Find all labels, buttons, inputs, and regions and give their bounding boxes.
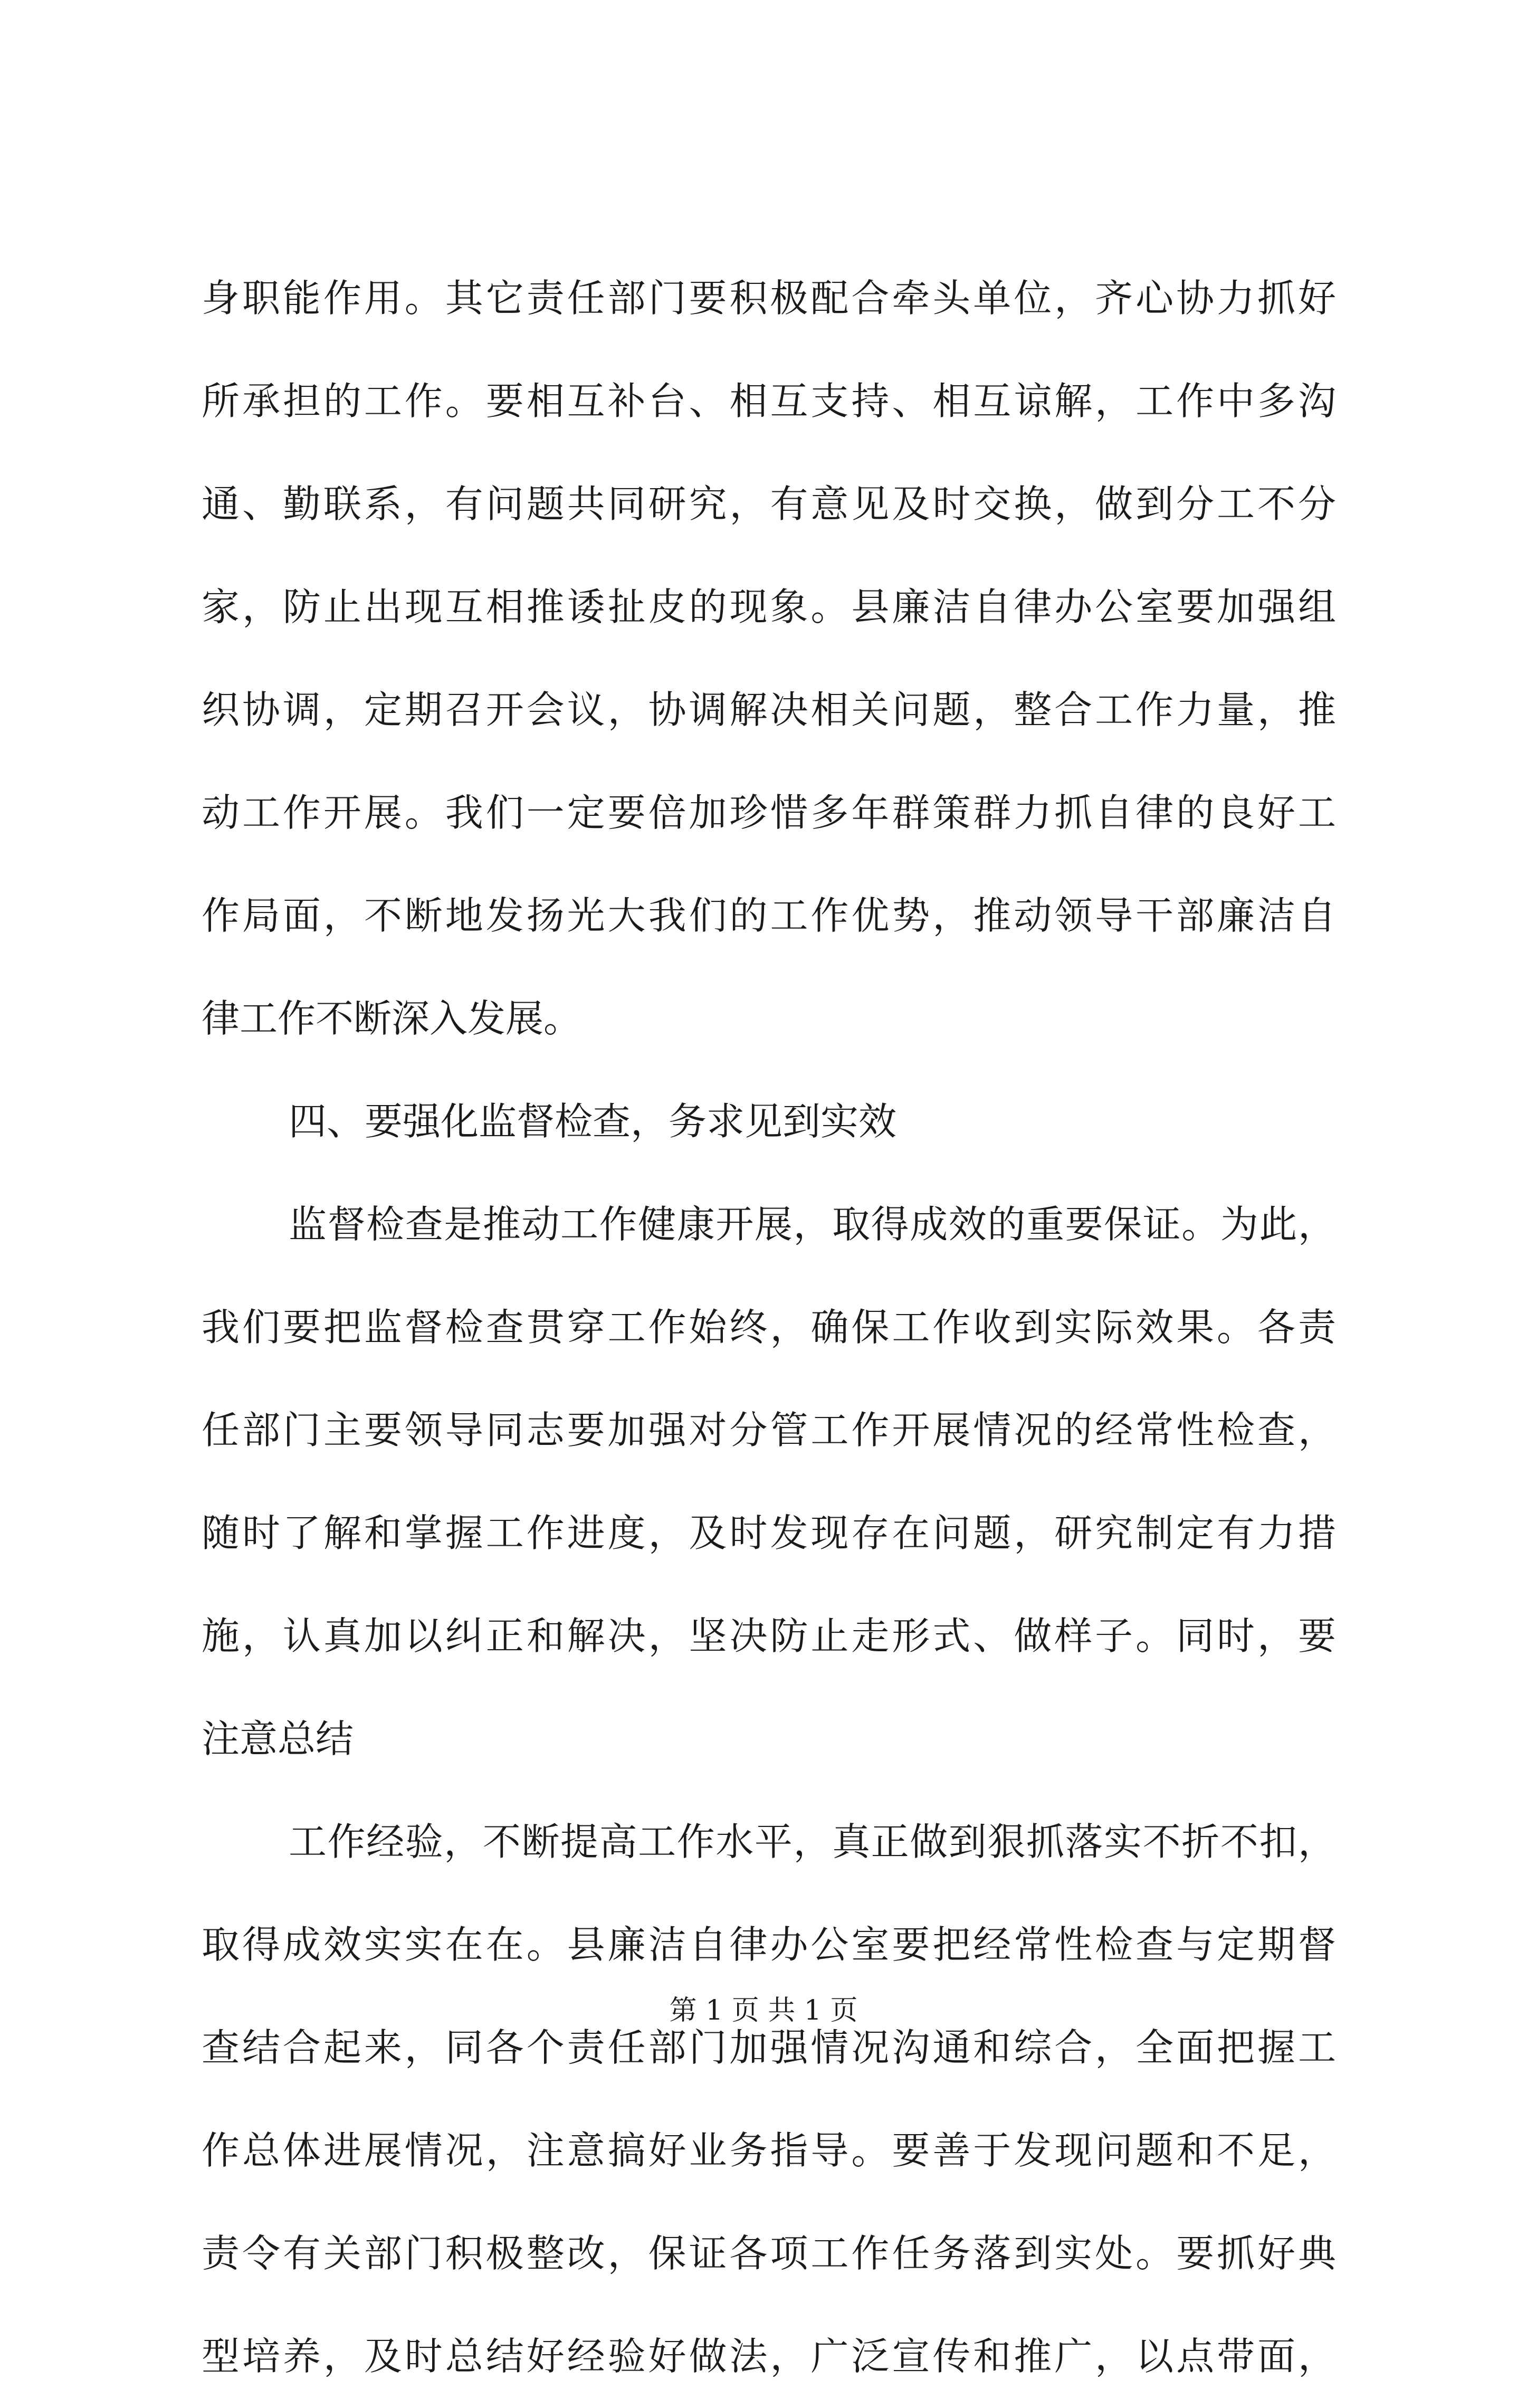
text-line: 织协调，定期召开会议，协调解决相关问题，整合工作力量，推 [202, 688, 1336, 732]
section-heading: 四、要强化监督检查，务求见到实效 [289, 1099, 897, 1144]
text-line: 工作经验，不断提高工作水平，真正做到狠抓落实不折不扣， [289, 1820, 1336, 1864]
text-line: 动工作开展。我们一定要倍加珍惜多年群策群力抓自律的良好工 [202, 791, 1336, 835]
text-line: 责令有关部门积极整改，保证各项工作任务落到实处。要抓好典 [202, 2231, 1336, 2276]
text-line: 所承担的工作。要相互补台、相互支持、相互谅解，工作中多沟 [202, 379, 1336, 423]
text-line: 注意总结 [202, 1717, 354, 1761]
page-number-label: 第 1 页 共 1 页 [669, 1995, 858, 2026]
text-line: 查结合起来，同各个责任部门加强情况沟通和综合，全面把握工 [202, 2025, 1336, 2070]
text-line: 任部门主要领导同志要加强对分管工作开展情况的经常性检查， [202, 1408, 1336, 1452]
text-line: 随时了解和掌握工作进度，及时发现存在问题，研究制定有力措 [202, 1511, 1336, 1555]
text-line: 作局面，不断地发扬光大我们的工作优势，推动领导干部廉洁自 [202, 893, 1336, 938]
text-line: 施，认真加以纠正和解决，坚决防止走形式、做样子。同时，要 [202, 1614, 1336, 1658]
text-line: 作总体进展情况，注意搞好业务指导。要善于发现问题和不足， [202, 2128, 1336, 2173]
document-body [202, 247, 1336, 2408]
text-line: 型培养，及时总结好经验好做法，广泛宣传和推广，以点带面， [202, 2334, 1336, 2378]
text-line: 监督检查是推动工作健康开展，取得成效的重要保证。为此， [289, 1202, 1336, 1246]
text-line: 通、勤联系，有问题共同研究，有意见及时交换，做到分工不分 [202, 482, 1336, 526]
text-line: 身职能作用。其它责任部门要积极配合牵头单位，齐心协力抓好 [202, 276, 1336, 320]
text-line: 我们要把监督检查贯穿工作始终，确保工作收到实际效果。各责 [202, 1305, 1336, 1349]
text-line: 取得成效实实在在。县廉洁自律办公室要把经常性检查与定期督 [202, 1922, 1336, 1967]
page-footer [0, 1992, 1527, 2029]
text-line: 律工作不断深入发展。 [202, 996, 582, 1041]
text-line: 家，防止出现互相推诿扯皮的现象。县廉洁自律办公室要加强组 [202, 585, 1336, 629]
